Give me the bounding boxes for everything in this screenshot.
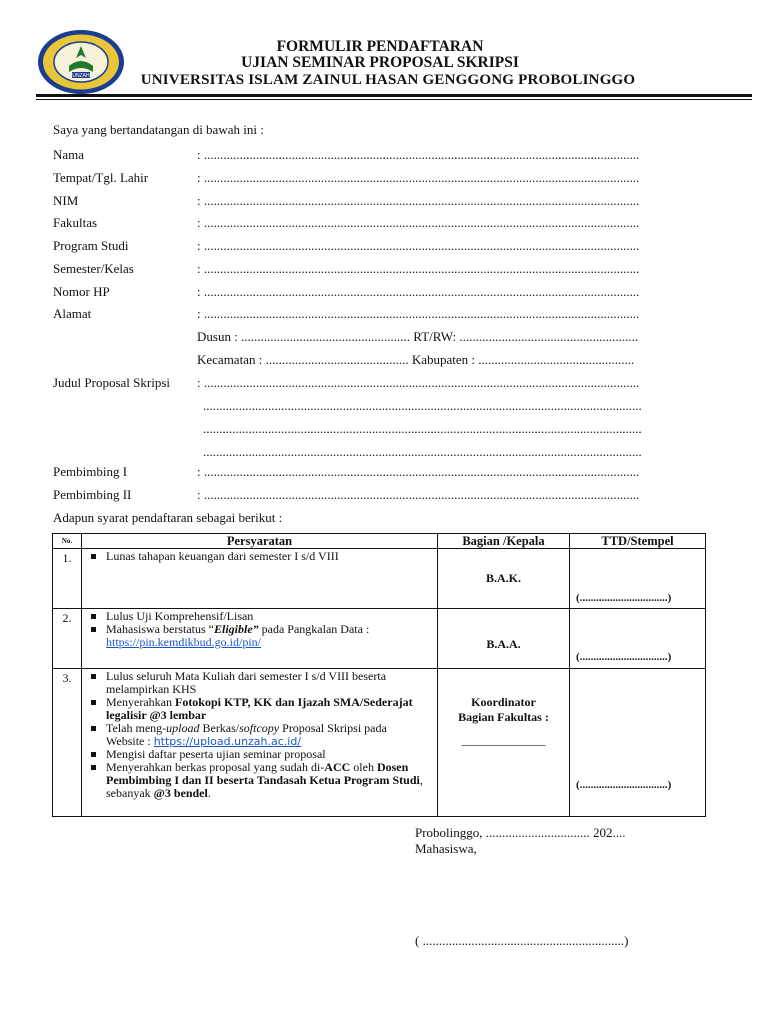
requirement-text: Menyerahkan — [106, 695, 175, 709]
field-value-pembimbing-1[interactable]: : ...................................................................................................................................... — [197, 464, 640, 479]
field-value-nim[interactable]: : ...................................................................................................................................... — [197, 193, 640, 208]
field-value-semester[interactable]: : ...................................................................................................................................... — [197, 261, 640, 276]
signature-placeholder: (................................) — [576, 592, 672, 604]
requirement-text: , sebanyak — [106, 773, 423, 800]
requirement-emphasis: ACC — [324, 760, 351, 774]
requirement-cell — [82, 609, 438, 669]
field-label-pembimbing-1: Pembimbing I — [53, 464, 128, 479]
requirement-item: Lulus seluruh Mata Kuliah dari semester I s/d VIII beserta melampirkan KHS — [106, 670, 423, 696]
signature-cell[interactable] — [570, 669, 706, 817]
header-rule-thin — [36, 99, 752, 100]
intro-text: Saya yang bertandatangan di bawah ini : — [53, 122, 264, 137]
bagian-cell — [438, 549, 570, 609]
requirement-text: Menyerahkan berkas proposal yang sudah di- — [106, 760, 325, 774]
form-subtitle: UJIAN SEMINAR PROPOSAL SKRIPSI — [241, 54, 519, 71]
field-label-ttl: Tempat/Tgl. Lahir — [53, 170, 149, 185]
upload-link[interactable]: https://upload.unzah.ac.id/ — [153, 735, 302, 748]
bagian-cell — [438, 609, 570, 669]
signature-name-line[interactable]: ( ..............................................................) — [415, 933, 629, 948]
requirement-item: Lunas tahapan keuangan dari semester I s/d VIII — [106, 550, 437, 563]
field-label-prodi: Program Studi — [53, 238, 129, 253]
field-label-hp: Nomor HP — [53, 284, 110, 299]
bagian-label: B.A.A. — [486, 637, 521, 651]
place-date-line[interactable]: Probolinggo, ................................ 202.... — [415, 825, 626, 840]
requirement-item — [106, 761, 423, 800]
address-kecamatan-line[interactable]: Kecamatan : ............................................ Kabupaten : ................................................ — [197, 352, 635, 367]
requirement-text: pada Pangkalan Data : — [258, 622, 370, 636]
requirement-text: Proposal Skripsi pada Website : — [106, 721, 387, 748]
pddikti-link[interactable]: https://pin.kemdikbud.go.id/pin/ — [106, 635, 262, 649]
requirement-item: Mengisi daftar peserta ujian seminar proposal — [106, 748, 423, 761]
header-rule-thick — [36, 94, 752, 97]
signer-role: Mahasiswa, — [415, 841, 477, 856]
requirement-emphasis: @3 bendel — [153, 786, 208, 800]
logo-text: UNZAH — [72, 73, 90, 79]
requirement-cell — [82, 549, 438, 609]
header-ttd: TTD/Stempel — [570, 534, 706, 549]
requirement-emphasis: softcopy — [239, 721, 280, 735]
header-persyaratan: Persyaratan — [82, 534, 438, 549]
row-number: 1. — [53, 549, 82, 609]
requirement-text: Mahasiswa berstatus “ — [106, 622, 214, 636]
table-header-row — [53, 534, 706, 549]
judul-continuation-3[interactable]: ....................................................................................................................................... — [203, 444, 642, 459]
judul-continuation-2[interactable]: ....................................................................................................................................... — [203, 421, 642, 436]
requirement-text: Berkas/ — [199, 721, 240, 735]
field-label-semester: Semester/Kelas — [53, 261, 134, 276]
table-row — [53, 669, 706, 817]
field-value-ttl[interactable]: : ...................................................................................................................................... — [197, 170, 640, 185]
field-value-nama[interactable]: : ...................................................................................................................................... — [197, 147, 640, 162]
judul-continuation-1[interactable]: ....................................................................................................................................... — [203, 398, 642, 413]
header-no: No. — [53, 534, 82, 549]
field-label-nim: NIM — [53, 193, 79, 208]
signature-placeholder: (................................) — [576, 779, 672, 791]
bagian-label: Bagian Fakultas : — [458, 710, 549, 724]
requirement-emphasis: Dosen Pembimbing I dan II beserta Tandasah Ketua Program Studi — [106, 760, 420, 787]
field-value-prodi[interactable]: : ...................................................................................................................................... — [197, 238, 640, 253]
signature-cell[interactable] — [570, 609, 706, 669]
field-label-pembimbing-2: Pembimbing II — [53, 487, 132, 502]
row-number: 3. — [53, 669, 82, 817]
requirement-cell — [82, 669, 438, 817]
requirement-emphasis: Eligible” — [213, 622, 259, 636]
row-number: 2. — [53, 609, 82, 669]
field-label-alamat: Alamat — [53, 306, 92, 321]
bagian-label: B.A.K. — [485, 571, 521, 585]
field-label-nama: Nama — [53, 147, 85, 162]
requirement-item: Lulus Uji Komprehensif/Lisan — [106, 610, 437, 623]
requirements-table — [52, 533, 706, 817]
bagian-label: Koordinator — [471, 695, 536, 709]
requirement-emphasis: upload — [166, 721, 200, 735]
university-name: UNIVERSITAS ISLAM ZAINUL HASAN GENGGONG PROBOLINGGO — [140, 72, 636, 88]
address-dusun-line[interactable]: Dusun : .................................................... RT/RW: ....................................................... — [197, 329, 639, 344]
requirement-item — [106, 722, 423, 748]
signature-cell[interactable] — [570, 549, 706, 609]
field-value-fakultas[interactable]: : ...................................................................................................................................... — [197, 215, 640, 230]
field-value-hp[interactable]: : ...................................................................................................................................... — [197, 284, 640, 299]
requirement-text: . — [207, 786, 211, 800]
field-label-judul: Judul Proposal Skripsi — [53, 375, 171, 390]
field-label-fakultas: Fakultas — [53, 215, 98, 230]
field-value-judul[interactable]: : ...................................................................................................................................... — [197, 375, 640, 390]
requirement-item — [106, 696, 423, 722]
field-value-pembimbing-2[interactable]: : ...................................................................................................................................... — [197, 487, 640, 502]
requirement-item — [106, 623, 437, 649]
syarat-intro: Adapun syarat pendaftaran sebagai berikut : — [53, 510, 283, 525]
signature-placeholder: (................................) — [576, 651, 672, 663]
requirement-text: oleh — [350, 760, 377, 774]
requirement-text: Telah meng- — [106, 721, 167, 735]
table-row — [53, 549, 706, 609]
form-title: FORMULIR PENDAFTARAN — [276, 38, 484, 55]
table-row — [53, 609, 706, 669]
bagian-cell — [438, 669, 570, 817]
header-bagian: Bagian /Kepala — [438, 534, 570, 549]
requirement-emphasis: Fotokopi KTP, KK dan Ijazah SMA/Sederajat legalisir @3 lembar — [106, 695, 413, 722]
field-value-alamat[interactable]: : ...................................................................................................................................... — [197, 306, 640, 321]
bagian-signature-line: ______________ — [461, 733, 546, 747]
